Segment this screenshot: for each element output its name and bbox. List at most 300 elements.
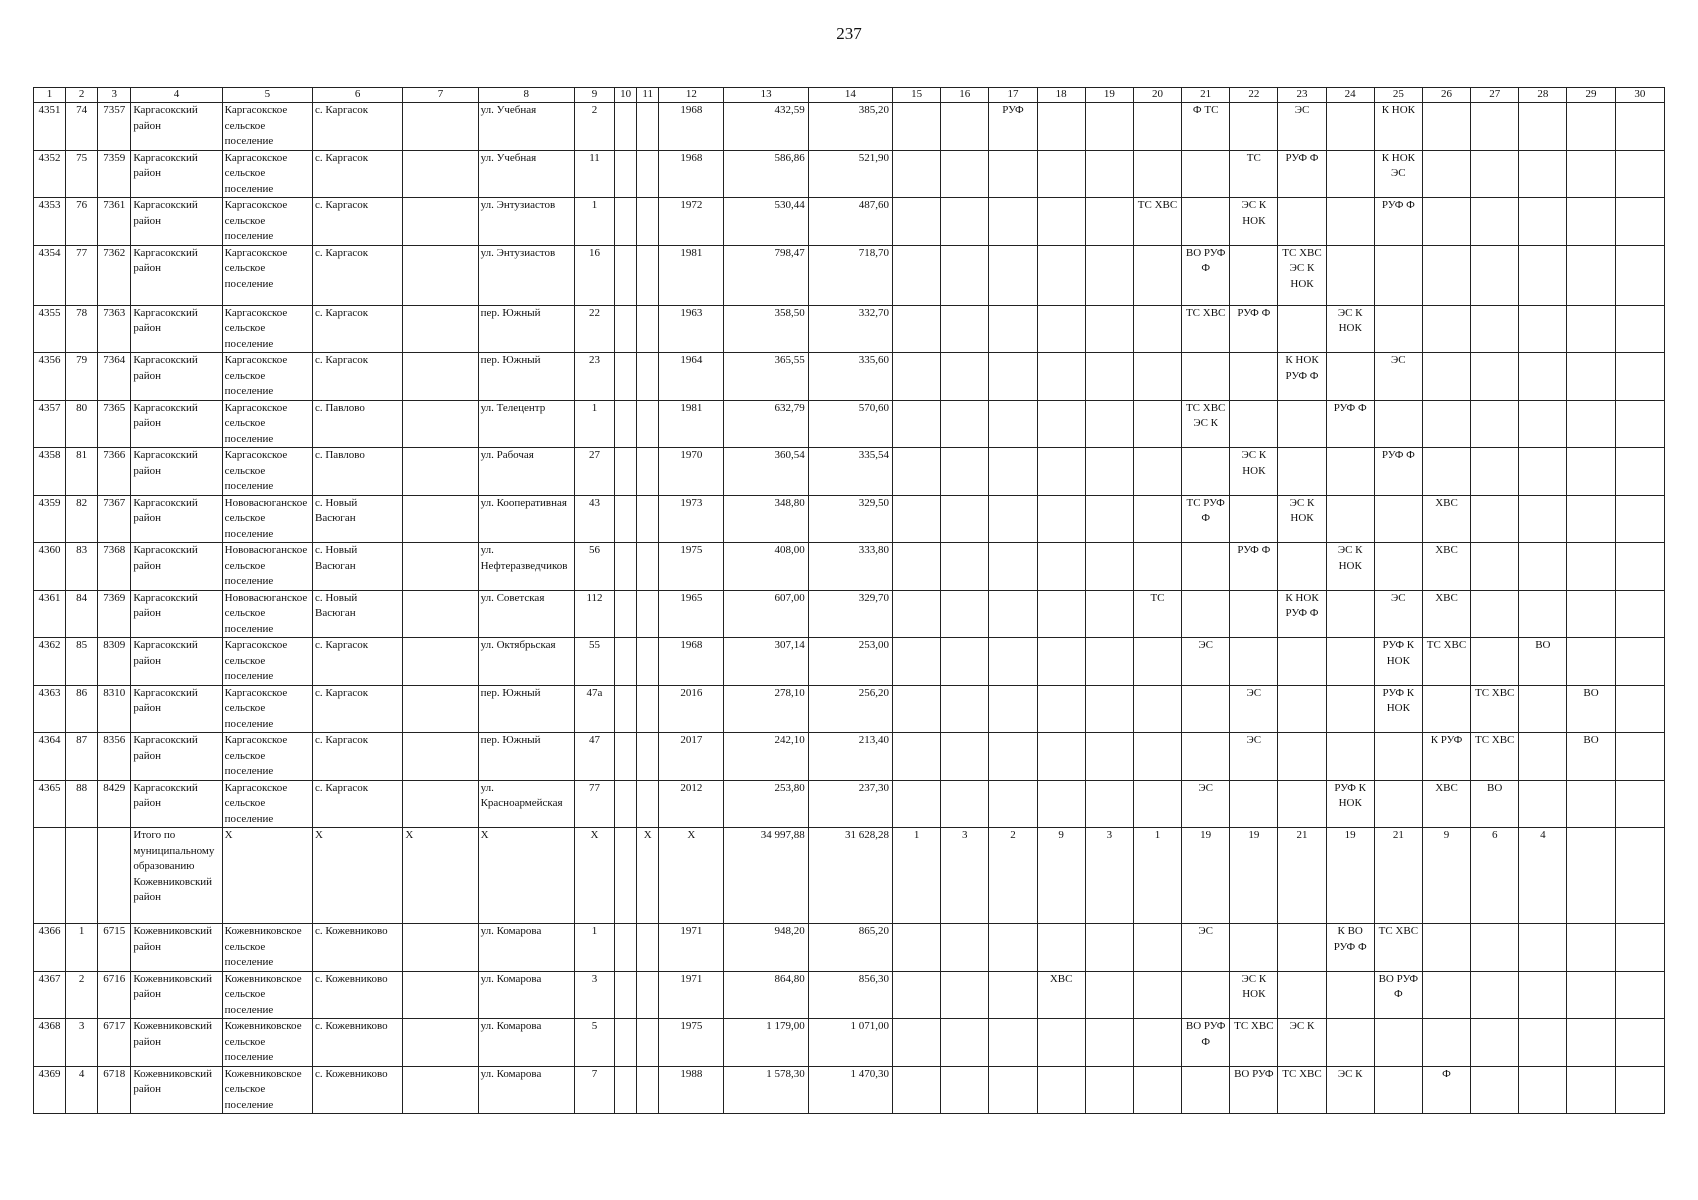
cell-col-19 (1085, 448, 1133, 496)
cell-col-18 (1037, 1066, 1085, 1114)
cell-col-15 (893, 590, 941, 638)
cell-col-5: Нововасюганское сельское поселение (222, 543, 312, 591)
cell-col-28: 4 (1519, 828, 1567, 924)
cell-col-10 (615, 103, 637, 151)
cell-col-3: 7366 (98, 448, 131, 496)
cell-col-16 (941, 685, 989, 733)
cell-col-27 (1471, 103, 1519, 151)
cell-col-21: ЭС (1182, 924, 1230, 972)
column-header-4: 4 (131, 88, 222, 103)
cell-col-13: 1 578,30 (724, 1066, 808, 1114)
cell-col-3: 7363 (98, 305, 131, 353)
cell-col-29 (1567, 448, 1615, 496)
cell-col-29 (1567, 1019, 1615, 1067)
cell-col-20 (1133, 733, 1181, 781)
header-row (34, 88, 1665, 103)
cell-col-19 (1085, 685, 1133, 733)
cell-col-16 (941, 590, 989, 638)
cell-col-5: Кожевниковское сельское поселение (222, 924, 312, 972)
cell-col-16 (941, 495, 989, 543)
cell-col-23 (1278, 780, 1326, 828)
cell-col-21: ВО РУФ Ф (1182, 245, 1230, 305)
cell-col-29 (1567, 590, 1615, 638)
cell-col-3: 7362 (98, 245, 131, 305)
cell-col-16 (941, 780, 989, 828)
cell-col-16 (941, 198, 989, 246)
cell-col-13: 632,79 (724, 400, 808, 448)
cell-col-25 (1374, 733, 1422, 781)
table-row (34, 1066, 1665, 1114)
cell-col-20 (1133, 1066, 1181, 1114)
cell-col-3: 6718 (98, 1066, 131, 1114)
cell-col-26 (1422, 685, 1470, 733)
column-header-17: 17 (989, 88, 1037, 103)
cell-col-2 (66, 828, 98, 924)
cell-col-17 (989, 353, 1037, 401)
cell-col-10 (615, 353, 637, 401)
column-header-29: 29 (1567, 88, 1615, 103)
cell-col-3: 7367 (98, 495, 131, 543)
cell-col-12: 1973 (659, 495, 724, 543)
cell-col-10 (615, 971, 637, 1019)
cell-col-8: ул. Учебная (478, 150, 574, 198)
housing-registry-table (33, 87, 1665, 1114)
cell-col-19 (1085, 780, 1133, 828)
cell-col-2: 78 (66, 305, 98, 353)
cell-col-30 (1615, 828, 1664, 924)
cell-col-12: 1963 (659, 305, 724, 353)
cell-col-6: с. Павлово (312, 400, 402, 448)
cell-col-7 (403, 353, 478, 401)
cell-col-24 (1326, 590, 1374, 638)
cell-col-21 (1182, 971, 1230, 1019)
cell-col-9: 2 (574, 103, 614, 151)
cell-col-25 (1374, 400, 1422, 448)
cell-col-1 (34, 828, 66, 924)
column-header-25: 25 (1374, 88, 1422, 103)
cell-col-13: 948,20 (724, 924, 808, 972)
column-number-header (34, 88, 1665, 103)
column-header-28: 28 (1519, 88, 1567, 103)
cell-col-23: ЭС К (1278, 1019, 1326, 1067)
column-header-8: 8 (478, 88, 574, 103)
cell-col-4: Каргасокский район (131, 685, 222, 733)
cell-col-21 (1182, 150, 1230, 198)
cell-col-27: 6 (1471, 828, 1519, 924)
cell-col-22 (1230, 780, 1278, 828)
cell-col-21 (1182, 733, 1230, 781)
cell-col-8: ул. Комарова (478, 1019, 574, 1067)
cell-col-19 (1085, 495, 1133, 543)
cell-col-21 (1182, 590, 1230, 638)
cell-col-28 (1519, 590, 1567, 638)
cell-col-25 (1374, 543, 1422, 591)
cell-col-22 (1230, 924, 1278, 972)
cell-col-10 (615, 400, 637, 448)
cell-col-12: 1981 (659, 245, 724, 305)
cell-col-5: Каргасокское сельское поселение (222, 305, 312, 353)
cell-col-3: 8310 (98, 685, 131, 733)
cell-col-9: 27 (574, 448, 614, 496)
cell-col-28 (1519, 150, 1567, 198)
cell-col-12: 1975 (659, 1019, 724, 1067)
cell-col-22 (1230, 638, 1278, 686)
cell-col-4: Каргасокский район (131, 780, 222, 828)
cell-col-22: ЭС К НОК (1230, 448, 1278, 496)
cell-col-25: ВО РУФ Ф (1374, 971, 1422, 1019)
cell-col-14: 332,70 (808, 305, 892, 353)
cell-col-19 (1085, 733, 1133, 781)
cell-col-18 (1037, 780, 1085, 828)
cell-col-12: 1964 (659, 353, 724, 401)
cell-col-2: 80 (66, 400, 98, 448)
cell-col-23: К НОК РУФ Ф (1278, 353, 1326, 401)
cell-col-17 (989, 150, 1037, 198)
cell-col-11 (637, 590, 659, 638)
cell-col-17 (989, 245, 1037, 305)
page-number: 237 (836, 24, 862, 43)
cell-col-29 (1567, 495, 1615, 543)
cell-col-14: 335,54 (808, 448, 892, 496)
cell-col-3: 8309 (98, 638, 131, 686)
cell-col-14: 237,30 (808, 780, 892, 828)
cell-col-2: 77 (66, 245, 98, 305)
cell-col-9: 7 (574, 1066, 614, 1114)
table-row (34, 198, 1665, 246)
cell-col-6: с. Кожевниково (312, 1019, 402, 1067)
cell-col-23: РУФ Ф (1278, 150, 1326, 198)
cell-col-27 (1471, 638, 1519, 686)
cell-col-23 (1278, 638, 1326, 686)
cell-col-5: Каргасокское сельское поселение (222, 400, 312, 448)
cell-col-18 (1037, 1019, 1085, 1067)
table-row (34, 590, 1665, 638)
cell-col-11 (637, 733, 659, 781)
column-header-6: 6 (312, 88, 402, 103)
cell-col-22: 19 (1230, 828, 1278, 924)
cell-col-28 (1519, 924, 1567, 972)
cell-col-2: 79 (66, 353, 98, 401)
cell-col-5: Каргасокское сельское поселение (222, 198, 312, 246)
cell-col-21: ТС ХВС (1182, 305, 1230, 353)
cell-col-16 (941, 971, 989, 1019)
cell-col-6: с. Каргасок (312, 150, 402, 198)
cell-col-25: ЭС (1374, 590, 1422, 638)
cell-col-28 (1519, 198, 1567, 246)
cell-col-20 (1133, 448, 1181, 496)
cell-col-18 (1037, 245, 1085, 305)
cell-col-18 (1037, 495, 1085, 543)
cell-col-12: 1970 (659, 448, 724, 496)
cell-col-26: 9 (1422, 828, 1470, 924)
cell-col-12: 1965 (659, 590, 724, 638)
cell-col-23 (1278, 685, 1326, 733)
cell-col-28 (1519, 103, 1567, 151)
cell-col-10 (615, 543, 637, 591)
cell-col-20: ТС ХВС (1133, 198, 1181, 246)
cell-col-21: ТС РУФ Ф (1182, 495, 1230, 543)
cell-col-25 (1374, 245, 1422, 305)
cell-col-7 (403, 780, 478, 828)
table-row (34, 924, 1665, 972)
cell-col-1: 4359 (34, 495, 66, 543)
cell-col-12: 1968 (659, 103, 724, 151)
column-header-15: 15 (893, 88, 941, 103)
cell-col-9: 11 (574, 150, 614, 198)
cell-col-7 (403, 448, 478, 496)
cell-col-3: 7357 (98, 103, 131, 151)
cell-col-30 (1615, 685, 1664, 733)
cell-col-24 (1326, 448, 1374, 496)
cell-col-16 (941, 1066, 989, 1114)
cell-col-4: Каргасокский район (131, 305, 222, 353)
cell-col-15 (893, 733, 941, 781)
cell-col-8: ул. Советская (478, 590, 574, 638)
cell-col-6: с. Павлово (312, 448, 402, 496)
cell-col-17 (989, 971, 1037, 1019)
cell-col-7 (403, 198, 478, 246)
cell-col-8: ул. Телецентр (478, 400, 574, 448)
cell-col-17 (989, 924, 1037, 972)
cell-col-6: с. Каргасок (312, 733, 402, 781)
cell-col-24 (1326, 353, 1374, 401)
cell-col-9: 1 (574, 924, 614, 972)
cell-col-29 (1567, 1066, 1615, 1114)
cell-col-18 (1037, 685, 1085, 733)
table-body (34, 103, 1665, 1114)
cell-col-26 (1422, 1019, 1470, 1067)
cell-col-24: ЭС К НОК (1326, 543, 1374, 591)
cell-col-9: 3 (574, 971, 614, 1019)
cell-col-19 (1085, 103, 1133, 151)
cell-col-8: пер. Южный (478, 305, 574, 353)
column-header-20: 20 (1133, 88, 1181, 103)
table-row (34, 1019, 1665, 1067)
cell-col-8: ул. Комарова (478, 971, 574, 1019)
cell-col-18 (1037, 448, 1085, 496)
cell-col-29 (1567, 198, 1615, 246)
cell-col-26: ХВС (1422, 780, 1470, 828)
cell-col-11 (637, 1019, 659, 1067)
cell-col-16 (941, 733, 989, 781)
cell-col-3: 7361 (98, 198, 131, 246)
cell-col-15 (893, 400, 941, 448)
cell-col-17 (989, 638, 1037, 686)
cell-col-10 (615, 495, 637, 543)
cell-col-8: ул. Рабочая (478, 448, 574, 496)
cell-col-2: 81 (66, 448, 98, 496)
cell-col-21 (1182, 198, 1230, 246)
cell-col-20 (1133, 150, 1181, 198)
table-row (34, 103, 1665, 151)
cell-col-16 (941, 103, 989, 151)
cell-col-26 (1422, 353, 1470, 401)
cell-col-14: 329,70 (808, 590, 892, 638)
cell-col-21 (1182, 448, 1230, 496)
cell-col-17 (989, 780, 1037, 828)
cell-col-17 (989, 400, 1037, 448)
cell-col-12: X (659, 828, 724, 924)
cell-col-5: Кожевниковское сельское поселение (222, 971, 312, 1019)
cell-col-20 (1133, 1019, 1181, 1067)
cell-col-11 (637, 638, 659, 686)
cell-col-9: 1 (574, 198, 614, 246)
cell-col-27 (1471, 400, 1519, 448)
cell-col-27 (1471, 353, 1519, 401)
cell-col-4: Каргасокский район (131, 400, 222, 448)
cell-col-5: X (222, 828, 312, 924)
cell-col-30 (1615, 543, 1664, 591)
cell-col-7 (403, 971, 478, 1019)
cell-col-25: 21 (1374, 828, 1422, 924)
cell-col-24: РУФ К НОК (1326, 780, 1374, 828)
cell-col-8: ул. Учебная (478, 103, 574, 151)
cell-col-6: с. Кожевниково (312, 971, 402, 1019)
cell-col-18 (1037, 353, 1085, 401)
table-row (34, 495, 1665, 543)
cell-col-14: 487,60 (808, 198, 892, 246)
cell-col-27 (1471, 245, 1519, 305)
cell-col-20 (1133, 353, 1181, 401)
cell-col-23: ТС ХВС (1278, 1066, 1326, 1114)
cell-col-9: 77 (574, 780, 614, 828)
cell-col-4: Каргасокский район (131, 638, 222, 686)
cell-col-1: 4363 (34, 685, 66, 733)
cell-col-10 (615, 305, 637, 353)
cell-col-15 (893, 353, 941, 401)
cell-col-22 (1230, 400, 1278, 448)
column-header-5: 5 (222, 88, 312, 103)
column-header-18: 18 (1037, 88, 1085, 103)
cell-col-27 (1471, 150, 1519, 198)
cell-col-11 (637, 685, 659, 733)
cell-col-26 (1422, 103, 1470, 151)
cell-col-17: 2 (989, 828, 1037, 924)
cell-col-21: Ф ТС (1182, 103, 1230, 151)
cell-col-14: 253,00 (808, 638, 892, 686)
cell-col-27 (1471, 198, 1519, 246)
cell-col-6: с. Каргасок (312, 305, 402, 353)
cell-col-10 (615, 924, 637, 972)
table-row (34, 305, 1665, 353)
cell-col-5: Каргасокское сельское поселение (222, 448, 312, 496)
cell-col-15 (893, 305, 941, 353)
cell-col-14: 856,30 (808, 971, 892, 1019)
cell-col-18 (1037, 103, 1085, 151)
cell-col-19 (1085, 1066, 1133, 1114)
cell-col-28 (1519, 971, 1567, 1019)
cell-col-8: ул. Октябрьская (478, 638, 574, 686)
cell-col-27 (1471, 1066, 1519, 1114)
cell-col-11 (637, 245, 659, 305)
cell-col-28 (1519, 1066, 1567, 1114)
cell-col-14: 256,20 (808, 685, 892, 733)
cell-col-1: 4355 (34, 305, 66, 353)
cell-col-30 (1615, 1019, 1664, 1067)
cell-col-19 (1085, 638, 1133, 686)
cell-col-20 (1133, 305, 1181, 353)
cell-col-20 (1133, 245, 1181, 305)
cell-col-7 (403, 245, 478, 305)
cell-col-2: 86 (66, 685, 98, 733)
cell-col-7 (403, 924, 478, 972)
cell-col-8: ул. Энтузиастов (478, 198, 574, 246)
cell-col-8: пер. Южный (478, 353, 574, 401)
cell-col-6: с. Каргасок (312, 353, 402, 401)
cell-col-19 (1085, 150, 1133, 198)
cell-col-10 (615, 685, 637, 733)
cell-col-20 (1133, 638, 1181, 686)
cell-col-9: 16 (574, 245, 614, 305)
cell-col-23 (1278, 543, 1326, 591)
cell-col-4: Кожевниковский район (131, 924, 222, 972)
column-header-14: 14 (808, 88, 892, 103)
cell-col-26: Ф (1422, 1066, 1470, 1114)
cell-col-4: Каргасокский район (131, 495, 222, 543)
cell-col-30 (1615, 590, 1664, 638)
cell-col-6: с. Новый Васюган (312, 495, 402, 543)
cell-col-30 (1615, 245, 1664, 305)
cell-col-1: 4368 (34, 1019, 66, 1067)
cell-col-17 (989, 1066, 1037, 1114)
cell-col-3: 8356 (98, 733, 131, 781)
cell-col-23 (1278, 305, 1326, 353)
cell-col-28 (1519, 1019, 1567, 1067)
cell-col-19 (1085, 1019, 1133, 1067)
cell-col-1: 4360 (34, 543, 66, 591)
cell-col-10 (615, 780, 637, 828)
cell-col-13: 360,54 (724, 448, 808, 496)
cell-col-22 (1230, 245, 1278, 305)
cell-col-5: Каргасокское сельское поселение (222, 733, 312, 781)
cell-col-29 (1567, 828, 1615, 924)
cell-col-1: 4354 (34, 245, 66, 305)
cell-col-6: с. Кожевниково (312, 924, 402, 972)
cell-col-4: Кожевниковский район (131, 1066, 222, 1114)
cell-col-28 (1519, 543, 1567, 591)
cell-col-13: 358,50 (724, 305, 808, 353)
cell-col-8: ул. Красноармейская (478, 780, 574, 828)
cell-col-2: 1 (66, 924, 98, 972)
cell-col-22: ЭС (1230, 685, 1278, 733)
cell-col-20 (1133, 495, 1181, 543)
cell-col-18: ХВС (1037, 971, 1085, 1019)
cell-col-14: 329,50 (808, 495, 892, 543)
cell-col-6: с. Каргасок (312, 780, 402, 828)
cell-col-24 (1326, 495, 1374, 543)
cell-col-25: РУФ К НОК (1374, 685, 1422, 733)
cell-col-21: 19 (1182, 828, 1230, 924)
cell-col-27 (1471, 924, 1519, 972)
cell-col-14: 213,40 (808, 733, 892, 781)
cell-col-18 (1037, 198, 1085, 246)
cell-col-21 (1182, 543, 1230, 591)
cell-col-23: ТС ХВС ЭС К НОК (1278, 245, 1326, 305)
cell-col-15 (893, 780, 941, 828)
cell-col-7 (403, 685, 478, 733)
cell-col-2: 82 (66, 495, 98, 543)
cell-col-16 (941, 245, 989, 305)
cell-col-12: 1971 (659, 924, 724, 972)
cell-col-25: К НОК (1374, 103, 1422, 151)
cell-col-30 (1615, 924, 1664, 972)
cell-col-4: Кожевниковский район (131, 1019, 222, 1067)
cell-col-1: 4361 (34, 590, 66, 638)
cell-col-1: 4351 (34, 103, 66, 151)
cell-col-13: 530,44 (724, 198, 808, 246)
cell-col-2: 84 (66, 590, 98, 638)
cell-col-1: 4366 (34, 924, 66, 972)
